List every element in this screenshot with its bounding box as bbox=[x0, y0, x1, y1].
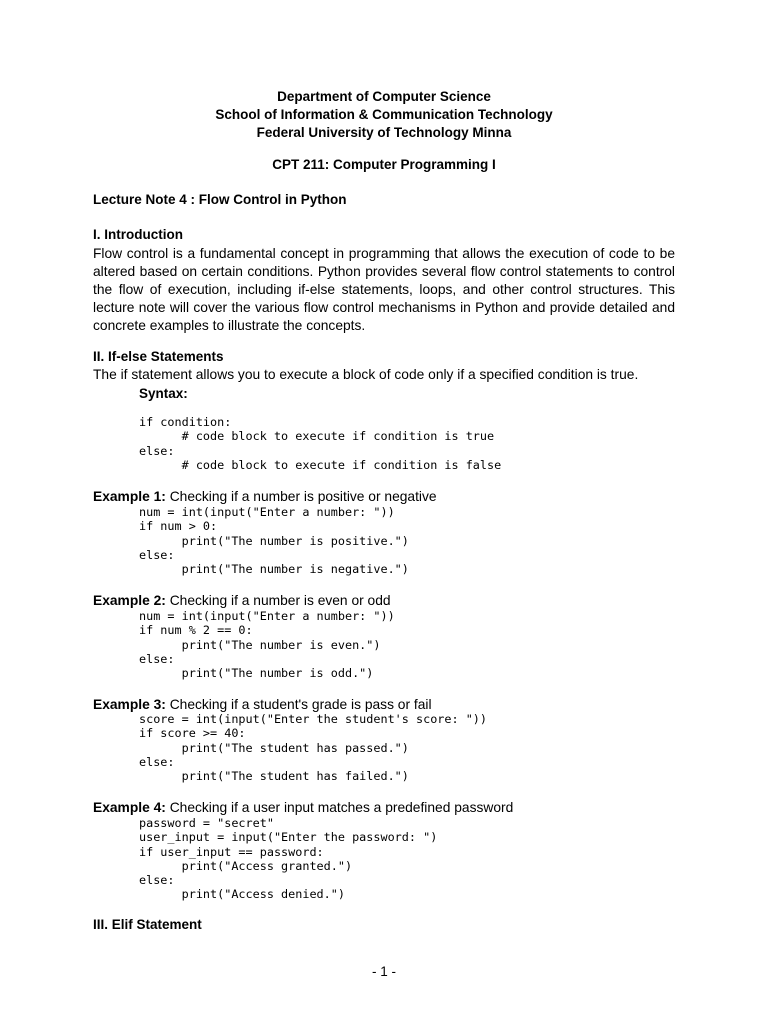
example-description: Checking if a number is positive or negative bbox=[165, 489, 437, 504]
university-name: Federal University of Technology Minna bbox=[256, 125, 512, 140]
syntax-label: Syntax: bbox=[139, 386, 188, 401]
example-label: Example 3: bbox=[93, 697, 166, 712]
example-1-code: num = int(input("Enter a number: ")) if num > 0: print("The number is positive.") else: print("The number is negative.") bbox=[139, 505, 409, 577]
ifelse-paragraph: The if statement allows you to execute a block of code only if a specified condition is true. bbox=[93, 367, 639, 382]
example-2-code: num = int(input("Enter a number: ")) if num % 2 == 0: print("The number is even.") else: print("The number is odd.") bbox=[139, 609, 395, 681]
example-label: Example 4: bbox=[93, 800, 166, 815]
example-description: Checking if a student's grade is pass or fail bbox=[165, 697, 432, 712]
school-name: School of Information & Communication Technology bbox=[215, 107, 553, 122]
example-description: Checking if a user input matches a predefined password bbox=[165, 800, 514, 815]
course-title: CPT 211: Computer Programming I bbox=[272, 157, 496, 172]
example-description: Checking if a number is even or odd bbox=[165, 593, 391, 608]
department-name: Department of Computer Science bbox=[277, 89, 491, 104]
example-2-heading bbox=[93, 593, 391, 608]
example-3-heading bbox=[93, 697, 432, 712]
example-1-heading bbox=[93, 489, 437, 504]
example-label: Example 1: bbox=[93, 489, 166, 504]
example-4-heading bbox=[93, 800, 513, 815]
syntax-code-block: if condition: # code block to execute if condition is true else: # code block to execute if condition is false bbox=[139, 415, 502, 472]
page-number: - 1 - bbox=[371, 964, 396, 979]
intro-heading: I. Introduction bbox=[93, 227, 183, 242]
ifelse-heading: II. If-else Statements bbox=[93, 349, 224, 364]
lecture-title: Lecture Note 4 : Flow Control in Python bbox=[93, 192, 347, 207]
elif-heading: III. Elif Statement bbox=[93, 917, 202, 932]
example-label: Example 2: bbox=[93, 593, 166, 608]
document-header bbox=[0, 88, 768, 142]
example-4-code: password = "secret" user_input = input("Enter the password: ") if user_input == password: print("Access granted.") else: print("Access denied.") bbox=[139, 816, 438, 902]
intro-paragraph: Flow control is a fundamental concept in programming that allows the execution of code to be altered based on certain conditions. Python provides several flow control statements to control the flow of execution, including if-else statements, loops, and other control structures. This lecture note will cover the various flow control mechanisms in Python and provide detailed and concrete examples to illustrate the concepts. bbox=[93, 246, 675, 333]
example-3-code: score = int(input("Enter the student's score: ")) if score >= 40: print("The student has passed.") else: print("The student has failed.") bbox=[139, 712, 488, 784]
